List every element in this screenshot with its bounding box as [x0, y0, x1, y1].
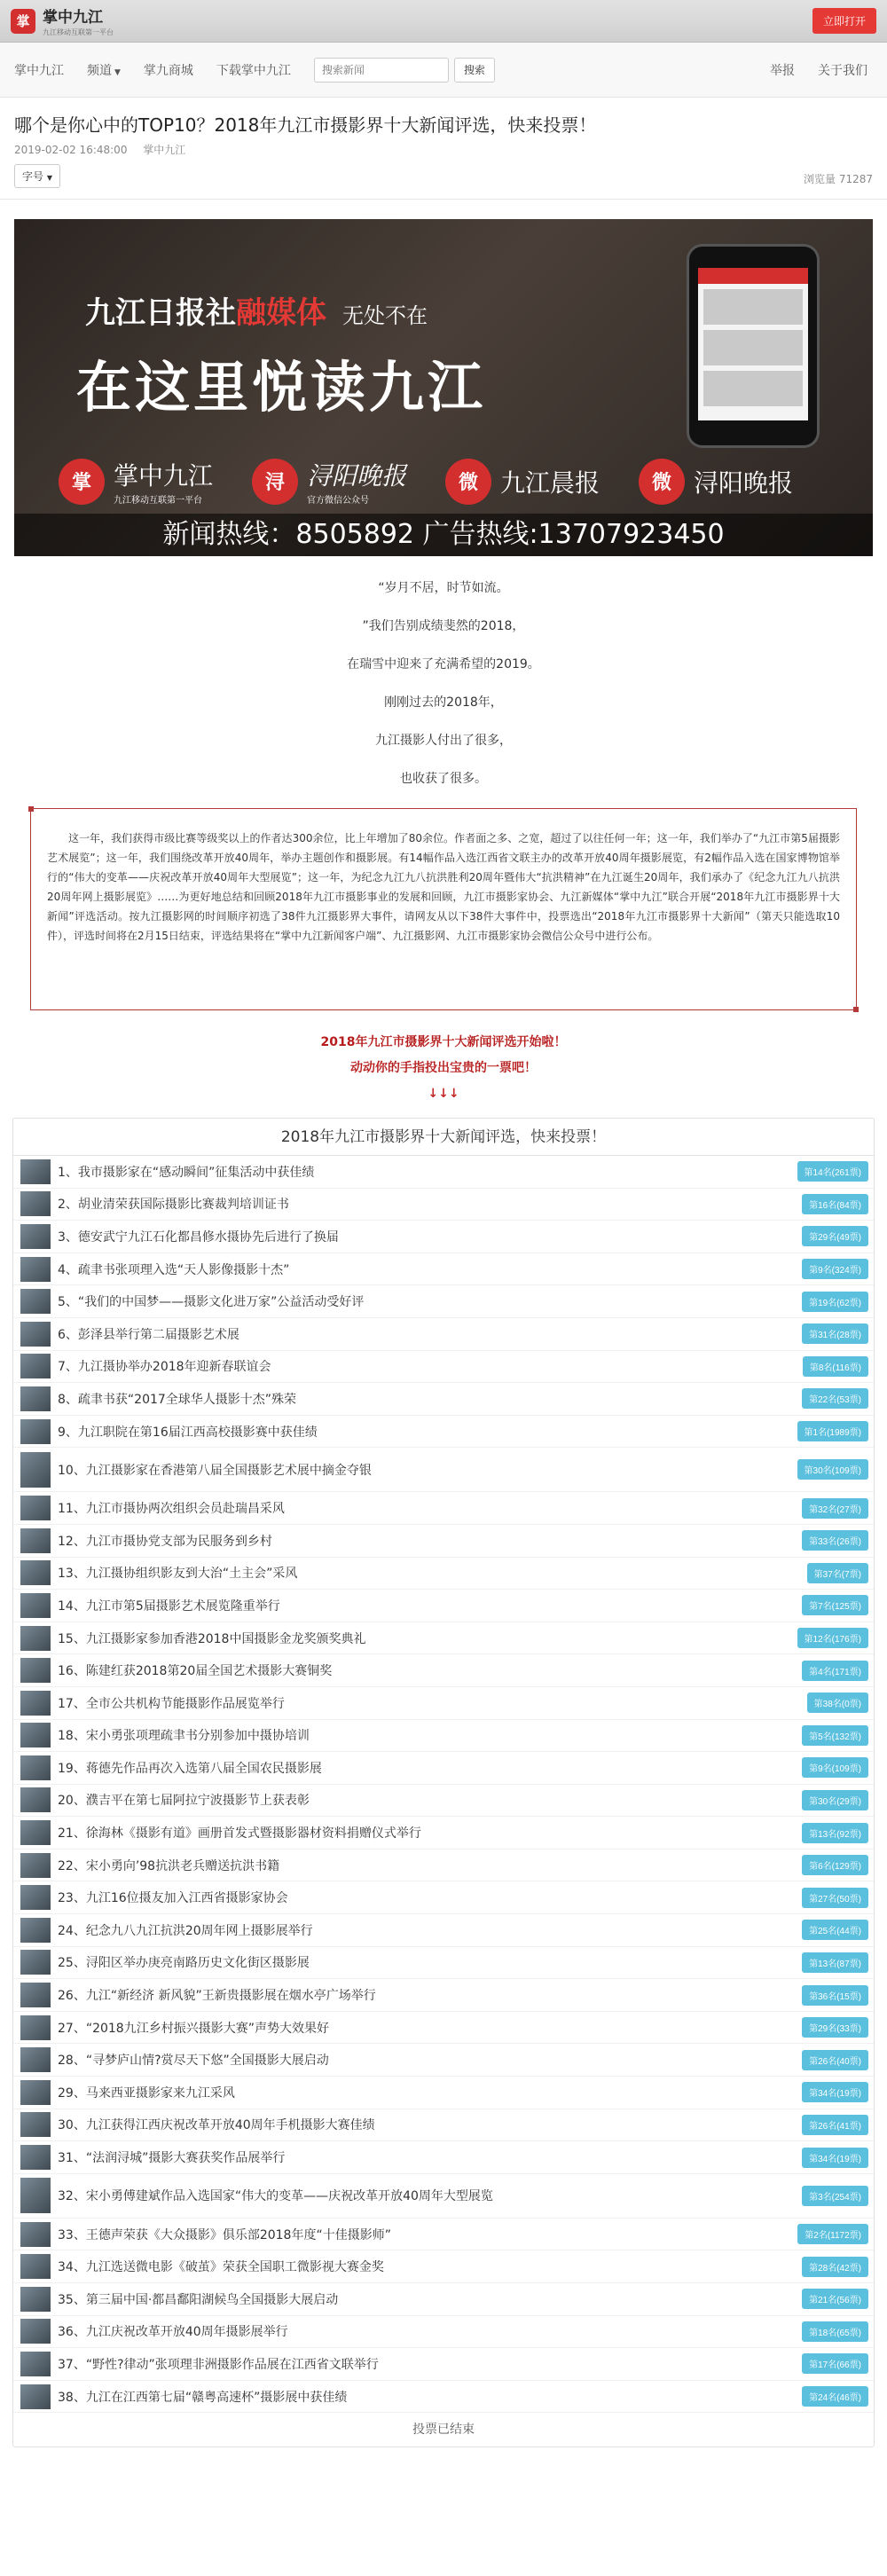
vote-rank-button[interactable]: 第21名(56票): [802, 2289, 868, 2309]
chevron-down-icon: ▼: [114, 67, 121, 77]
phone-screen-block: [703, 371, 803, 406]
vote-rank-button[interactable]: 第3名(254票): [802, 2186, 868, 2206]
vote-item-title[interactable]: 37、“野性?律动”张项理非洲摄影作品展在江西省文联举行: [58, 2357, 379, 2372]
vote-rank-button[interactable]: 第22名(53票): [802, 1388, 868, 1409]
vote-item: [13, 2109, 874, 2142]
vote-item-thumbnail[interactable]: [20, 1658, 51, 1683]
vote-rank-button[interactable]: 第8名(116票): [803, 1356, 868, 1377]
vote-item: [13, 1785, 874, 1818]
banner-line1-b: 融媒体: [236, 295, 326, 331]
app-slogan: 九江移动互联第一平台: [43, 28, 114, 36]
vote-item: [13, 1416, 874, 1449]
vote-item: [13, 1189, 874, 1221]
vote-rank-button[interactable]: 第5名(132票): [802, 1725, 868, 1746]
vote-rank-button[interactable]: 第1名(1989票): [797, 1421, 868, 1441]
weibo-icon: 微: [639, 459, 685, 505]
brand-name: 浔阳晚报: [694, 467, 794, 498]
vote-item: [13, 2174, 874, 2219]
app-name: 掌中九江: [43, 9, 103, 27]
vote-item: [13, 1525, 874, 1558]
vote-item-title[interactable]: 11、九江市摄协两次组织会员赴瑞昌采风: [58, 1502, 285, 1517]
vote-item-thumbnail[interactable]: [20, 1224, 51, 1249]
vote-rank-button[interactable]: 第12名(176票): [797, 1628, 868, 1648]
banner-line1-c: 无处不在: [342, 303, 428, 328]
nav-home[interactable]: 掌中九江: [14, 63, 64, 78]
vote-item-thumbnail[interactable]: [20, 2384, 51, 2409]
poem-line: ”我们告别成绩斐然的2018，: [362, 619, 525, 633]
vote-item-thumbnail[interactable]: [20, 2178, 51, 2213]
vote-rank-button[interactable]: 第18名(65票): [802, 2321, 868, 2342]
vote-item-title[interactable]: 21、徐海林《摄影有道》画册首发式暨摄影器材资料捐赠仪式举行: [58, 1826, 421, 1842]
vote-rank-button[interactable]: 第31名(28票): [802, 1323, 868, 1344]
vote-item: [13, 2381, 874, 2414]
xunyang-logo-icon: 浔: [252, 459, 298, 505]
vote-item-title[interactable]: 2、胡业清荣获国际摄影比赛裁判培训证书: [58, 1198, 289, 1213]
vote-item-thumbnail[interactable]: [20, 2222, 51, 2247]
app-name-block: [43, 4, 114, 37]
vote-rank-button[interactable]: 第37名(7票): [807, 1563, 868, 1583]
phone-screen: [698, 268, 808, 420]
vote-call-line2: 动动你的手指投出宝贵的一票吧！: [350, 1061, 537, 1075]
brand-sub: 官方微信公众号: [307, 496, 370, 506]
vote-rank-button[interactable]: 第34名(19票): [802, 2082, 868, 2102]
nav-download[interactable]: 下载掌中九江: [216, 63, 291, 78]
vote-item-title[interactable]: 3、德安武宁九江石化都昌修水摄协先后进行了换届: [58, 1229, 339, 1245]
banner-brands: [59, 457, 832, 506]
font-size-button[interactable]: [14, 164, 60, 188]
vote-item: [13, 1448, 874, 1492]
vote-rank-button[interactable]: 第34名(19票): [802, 2148, 868, 2168]
chevron-down-icon: ▼: [46, 174, 52, 182]
vote-item-title[interactable]: 18、宋小勇张项理疏聿书分别参加中摄协培训: [58, 1729, 310, 1744]
vote-item-thumbnail[interactable]: [20, 2112, 51, 2137]
vote-item: [13, 1253, 874, 1286]
vote-item-thumbnail[interactable]: [20, 1593, 51, 1618]
vote-item-thumbnail[interactable]: [20, 2352, 51, 2376]
vote-rank-button[interactable]: 第4名(171票): [802, 1661, 868, 1681]
vote-item-thumbnail[interactable]: [20, 1419, 51, 1444]
nav-report[interactable]: 举报: [770, 63, 795, 78]
brand-name: [307, 457, 406, 506]
vote-item: [13, 1947, 874, 1980]
phone-screen-block: [703, 330, 803, 365]
vote-item-thumbnail[interactable]: [20, 2015, 51, 2040]
vote-rank-button[interactable]: 第19名(62票): [802, 1292, 868, 1312]
vote-rank-button[interactable]: 第9名(109票): [802, 1757, 868, 1778]
vote-item-title[interactable]: 1、我市摄影家在“感动瞬间”征集活动中获佳绩: [58, 1165, 315, 1180]
poem-section: [0, 579, 887, 788]
vote-rank-button[interactable]: 第29名(33票): [802, 2017, 868, 2038]
vote-item-title[interactable]: 17、全市公共机构节能摄影作品展览举行: [58, 1696, 285, 1711]
vote-item: [13, 2250, 874, 2283]
vote-item-thumbnail[interactable]: [20, 2047, 51, 2072]
app-logo-icon: 掌: [11, 9, 35, 34]
vote-rank-button[interactable]: 第13名(92票): [802, 1823, 868, 1843]
banner-line1-a: 九江日报社: [85, 295, 236, 331]
banner-line2: 在这里悦读九江: [76, 355, 487, 420]
vote-item-title[interactable]: 34、九江选送微电影《破茧》荣获全国职工微影视大赛金奖: [58, 2260, 384, 2275]
vote-rank-button[interactable]: 第24名(46票): [802, 2386, 868, 2407]
intro-text: 这一年，我们获得市级比赛等级奖以上的作者达300余位，比上年增加了80余位。作者面之多、之宽，超过了以往任何一年；这一年，我们举办了“九江市第5届摄影艺术展览”；这一年，我们围绕改革开放40周年，举办主题创作和摄影展。有14幅作品入选江西省文联主办的改革开放40周年摄影展览，有2幅作品入选在国家博物馆举行的“伟大的变革——庆祝改革开放40周年大型展览”；这一年，为纪念九江九八抗洪胜利20周年暨伟大“抗洪精神”在九江诞生20周年，我们承办了《纪念九江九八抗洪20周年网上摄影展览》……为更好地总结和回顾2018年九江市摄影事业的发展和回顾，九江市摄影家协会、九江新媒体“掌中九江”联合开展“2018年九江市摄影界十大新闻”评选活动。按九江摄影网的时间顺序初选了38件九江摄影界大事件，请网友从以下38件大事件中，投票选出“2018年九江市摄影界十大新闻”（第天只能选取10件），评选时间将在2月15日结束，评选结果将在“掌中九江新闻客户端”、九江摄影网、九江市摄影家协会微信公众号中进行公布。: [47, 832, 840, 942]
vote-item: [13, 2219, 874, 2251]
vote-item: [13, 1221, 874, 1253]
vote-item: [13, 2141, 874, 2174]
vote-item-title[interactable]: 35、第三届中国·都昌鄱阳湖候鸟全国摄影大展启动: [58, 2292, 339, 2307]
vote-rank-button[interactable]: 第33名(26票): [802, 1530, 868, 1551]
zhangzhong-logo-icon: 掌: [59, 459, 105, 505]
vote-item: [13, 1156, 874, 1189]
vote-rank-button[interactable]: 第25名(44票): [802, 1920, 868, 1940]
vote-item: [13, 1720, 874, 1753]
vote-item-thumbnail[interactable]: [20, 1787, 51, 1812]
vote-item: [13, 1914, 874, 1947]
vote-rank-button[interactable]: 第28名(42票): [802, 2257, 868, 2277]
vote-item-title[interactable]: 32、宋小勇傅建斌作品入选国家“伟大的变革——庆祝改革开放40周年大型展览: [58, 2189, 493, 2204]
vote-title: 2018年九江市摄影界十大新闻评选，快来投票！: [13, 1119, 874, 1156]
vote-rank-button[interactable]: 第32名(27票): [802, 1498, 868, 1519]
brand-zhangzhong: [59, 457, 213, 506]
vote-rank-button[interactable]: 第7名(125票): [802, 1595, 868, 1615]
article-date: 2019-02-02 16:48:00: [14, 144, 128, 156]
vote-item-thumbnail[interactable]: [20, 1885, 51, 1910]
brand-name-text: 浔阳晚报: [307, 461, 407, 491]
search-button[interactable]: 搜索: [454, 58, 495, 82]
vote-item: [13, 1850, 874, 1882]
vote-item-title[interactable]: 28、“寻梦庐山情?赏尽天下悠”全国摄影大展启动: [58, 2054, 329, 2069]
vote-item: [13, 1558, 874, 1590]
vote-item-title[interactable]: 30、九江获得江西庆祝改革开放40周年手机摄影大赛佳绩: [58, 2118, 375, 2133]
vote-item-thumbnail[interactable]: [20, 1950, 51, 1975]
vote-item-thumbnail[interactable]: [20, 1918, 51, 1943]
vote-list: [13, 1156, 874, 2413]
vote-item: [13, 1881, 874, 1914]
vote-item-title[interactable]: 9、九江职院在第16届江西高校摄影赛中获佳绩: [58, 1425, 318, 1440]
vote-item-title[interactable]: 23、九江16位摄友加入江西省摄影家协会: [58, 1891, 288, 1906]
article-source: 掌中九江: [143, 144, 186, 156]
vote-item: [13, 1318, 874, 1351]
vote-item-title[interactable]: 10、九江摄影家在香港第八届全国摄影艺术展中摘金夺银: [58, 1463, 372, 1478]
vote-item: [13, 1622, 874, 1655]
brand-name: [114, 457, 213, 506]
vote-item-title[interactable]: 14、九江市第5届摄影艺术展览隆重举行: [58, 1598, 280, 1614]
vote-item-thumbnail[interactable]: [20, 1386, 51, 1411]
vote-panel: [12, 1118, 875, 2447]
vote-item-thumbnail[interactable]: [20, 1691, 51, 1716]
vote-item-title[interactable]: 26、九江“新经济 新风貌”王新贵摄影展在烟水亭广场举行: [58, 1989, 376, 2004]
vote-rank-button[interactable]: 第14名(261票): [797, 1161, 868, 1182]
vote-item: [13, 1590, 874, 1622]
brand-name-text: 掌中九江: [114, 461, 214, 491]
search-input[interactable]: [314, 58, 449, 82]
vote-item: [13, 1351, 874, 1384]
vote-item-title[interactable]: 33、王德声荣获《大众摄影》俱乐部2018年度“十佳摄影师”: [58, 2227, 391, 2242]
vote-item: [13, 2348, 874, 2381]
vote-item: [13, 1752, 874, 1785]
vote-item-title[interactable]: 8、疏聿书获“2017全球华人摄影十杰”殊荣: [58, 1392, 297, 1407]
article-title: 哪个是你心中的TOP10？2018年九江市摄影界十大新闻评选，快来投票！: [14, 114, 597, 136]
vote-item: [13, 2044, 874, 2077]
vote-item-thumbnail[interactable]: [20, 1354, 51, 1378]
nav-about[interactable]: 关于我们: [818, 63, 867, 78]
phone-mockup: [687, 244, 820, 448]
font-size-label: 字号: [22, 170, 44, 183]
vote-item-thumbnail[interactable]: [20, 1560, 51, 1585]
brand-name: 九江晨报: [500, 467, 600, 498]
vote-item-thumbnail[interactable]: [20, 2145, 51, 2170]
open-app-button[interactable]: 立即打开: [812, 8, 876, 34]
phone-screen-bar: [698, 268, 808, 284]
vote-rank-button[interactable]: 第2名(1172票): [797, 2224, 868, 2244]
vote-item-title[interactable]: 31、“法润浔城”摄影大赛获奖作品展举行: [58, 2151, 286, 2166]
vote-item-title[interactable]: 29、马来西亚摄影家来九江采风: [58, 2085, 235, 2101]
vote-item-thumbnail[interactable]: [20, 1496, 51, 1520]
brand-sub: 九江移动互联第一平台: [114, 496, 202, 506]
vote-item-thumbnail[interactable]: [20, 2287, 51, 2312]
brand-xunyang-wechat: [252, 457, 406, 506]
vote-item: [13, 1654, 874, 1687]
vote-item-title[interactable]: 13、九江摄协组织影友到大治“土主会”采风: [58, 1567, 298, 1582]
vote-item: [13, 1979, 874, 2012]
phone-screen-block: [703, 289, 803, 325]
vote-item-thumbnail[interactable]: [20, 2319, 51, 2344]
vote-item: [13, 1817, 874, 1850]
vote-item-title[interactable]: 36、九江庆祝改革开放40周年摄影展举行: [58, 2325, 288, 2340]
vote-item-thumbnail[interactable]: [20, 1322, 51, 1347]
nav-channels-label: 频道: [87, 63, 112, 78]
vote-rank-button[interactable]: 第26名(40票): [802, 2050, 868, 2070]
vote-item: [13, 2316, 874, 2349]
article-meta: [14, 142, 873, 157]
vote-item-title[interactable]: 15、九江摄影家参加香港2018中国摄影金龙奖颁奖典礼: [58, 1631, 366, 1646]
vote-rank-button[interactable]: 第16名(84票): [802, 1194, 868, 1214]
vote-item-thumbnail[interactable]: [20, 1191, 51, 1216]
view-count: 浏览量 71287: [804, 173, 873, 185]
vote-item-thumbnail[interactable]: [20, 2254, 51, 2279]
vote-item: [13, 2283, 874, 2316]
vote-item-thumbnail[interactable]: [20, 1257, 51, 1282]
app-banner: [0, 0, 887, 43]
vote-rank-button[interactable]: 第26名(41票): [802, 2115, 868, 2135]
vote-rank-button[interactable]: 第17名(66票): [802, 2353, 868, 2374]
vote-rank-button[interactable]: 第29名(49票): [802, 1226, 868, 1246]
vote-rank-button[interactable]: 第13名(87票): [802, 1952, 868, 1973]
vote-item-thumbnail[interactable]: [20, 1626, 51, 1651]
intro-box: [30, 808, 857, 1010]
vote-item-title[interactable]: 19、蒋德先作品再次入选第八届全国农民摄影展: [58, 1761, 322, 1776]
vote-item-title[interactable]: 27、“2018九江乡村振兴摄影大赛”声势大效果好: [58, 2021, 329, 2036]
vote-item-title[interactable]: 20、濮吉平在第七届阿拉宁波摄影节上获表彰: [58, 1794, 310, 1809]
vote-item-thumbnail[interactable]: [20, 2080, 51, 2105]
brand-jiujiang-morning: [445, 459, 600, 505]
poem-line: 也收获了很多。: [400, 772, 487, 786]
vote-item-title[interactable]: 5、“我们的中国梦——摄影文化进万家”公益活动受好评: [58, 1295, 365, 1310]
vote-ended: 投票已结束: [412, 2423, 475, 2438]
vote-item-title[interactable]: 16、陈建红获2018第20届全国艺术摄影大赛铜奖: [58, 1664, 333, 1679]
vote-call-line1: 2018年九江市摄影界十大新闻评选开始啦！: [320, 1035, 567, 1049]
vote-call: [0, 1030, 887, 1107]
vote-item: [13, 2077, 874, 2109]
poem-line: 在瑞雪中迎来了充满希望的2019。: [347, 657, 540, 671]
vote-item-thumbnail[interactable]: [20, 1289, 51, 1314]
vote-rank-button[interactable]: 第30名(109票): [797, 1459, 868, 1480]
vote-item-thumbnail[interactable]: [20, 1820, 51, 1845]
article-header: [0, 98, 887, 200]
vote-item-thumbnail[interactable]: [20, 1528, 51, 1553]
vote-item: [13, 1492, 874, 1525]
vote-item-title[interactable]: 25、浔阳区举办庚亮南路历史文化街区摄影展: [58, 1956, 310, 1971]
vote-item-thumbnail[interactable]: [20, 1452, 51, 1488]
weibo-icon: 微: [445, 459, 491, 505]
poem-line: 九江摄影人付出了很多，: [375, 734, 512, 748]
nav-right: [770, 61, 873, 79]
nav-channels[interactable]: [87, 61, 121, 79]
vote-item-title[interactable]: 7、九江摄协举办2018年迎新春联谊会: [58, 1360, 271, 1375]
vote-item-title[interactable]: 38、九江在江西第七届“赣粤高速杯”摄影展中获佳绩: [58, 2390, 348, 2405]
vote-rank-button[interactable]: 第30名(29票): [802, 1790, 868, 1810]
vote-rank-button[interactable]: 第27名(50票): [802, 1888, 868, 1908]
vote-item-title[interactable]: 4、疏聿书张项理入选“天人影像摄影十杰”: [58, 1262, 290, 1277]
down-arrows-icon: ↓↓↓: [428, 1087, 459, 1101]
poem-line: 刚刚过去的2018年，: [384, 695, 503, 710]
vote-item: [13, 1285, 874, 1318]
nav-mall[interactable]: 掌九商城: [143, 63, 193, 78]
promo-banner[interactable]: [14, 219, 873, 556]
vote-item: [13, 1687, 874, 1720]
vote-rank-button[interactable]: 第38名(0票): [807, 1692, 868, 1713]
vote-item-thumbnail[interactable]: [20, 1983, 51, 2007]
vote-rank-button[interactable]: 第9名(324票): [802, 1259, 868, 1279]
vote-item-thumbnail[interactable]: [20, 1853, 51, 1878]
brand-xunyang-weibo: [639, 459, 793, 505]
vote-item: [13, 2012, 874, 2045]
vote-item-title[interactable]: 6、彭泽县举行第二届摄影艺术展: [58, 1327, 239, 1342]
vote-item-thumbnail[interactable]: [20, 1755, 51, 1780]
vote-rank-button[interactable]: 第36名(15票): [802, 1985, 868, 2006]
vote-item-thumbnail[interactable]: [20, 1159, 51, 1184]
vote-item: [13, 1383, 874, 1416]
vote-item-title[interactable]: 12、九江市摄协党支部为民服务到乡村: [58, 1534, 272, 1549]
vote-rank-button[interactable]: 第6名(129票): [802, 1855, 868, 1875]
vote-item-title[interactable]: 24、纪念九八九江抗洪20周年网上摄影展举行: [58, 1923, 313, 1938]
vote-item-title[interactable]: 22、宋小勇向’98抗洪老兵赠送抗洪书籍: [58, 1858, 280, 1873]
poem-line: “岁月不居，时节如流。: [378, 581, 509, 595]
vote-item-thumbnail[interactable]: [20, 1723, 51, 1747]
banner-line1: [85, 288, 428, 332]
banner-hotline: 新闻热线：8505892 广告热线:13707923450: [14, 514, 873, 556]
top-nav: [0, 43, 887, 98]
